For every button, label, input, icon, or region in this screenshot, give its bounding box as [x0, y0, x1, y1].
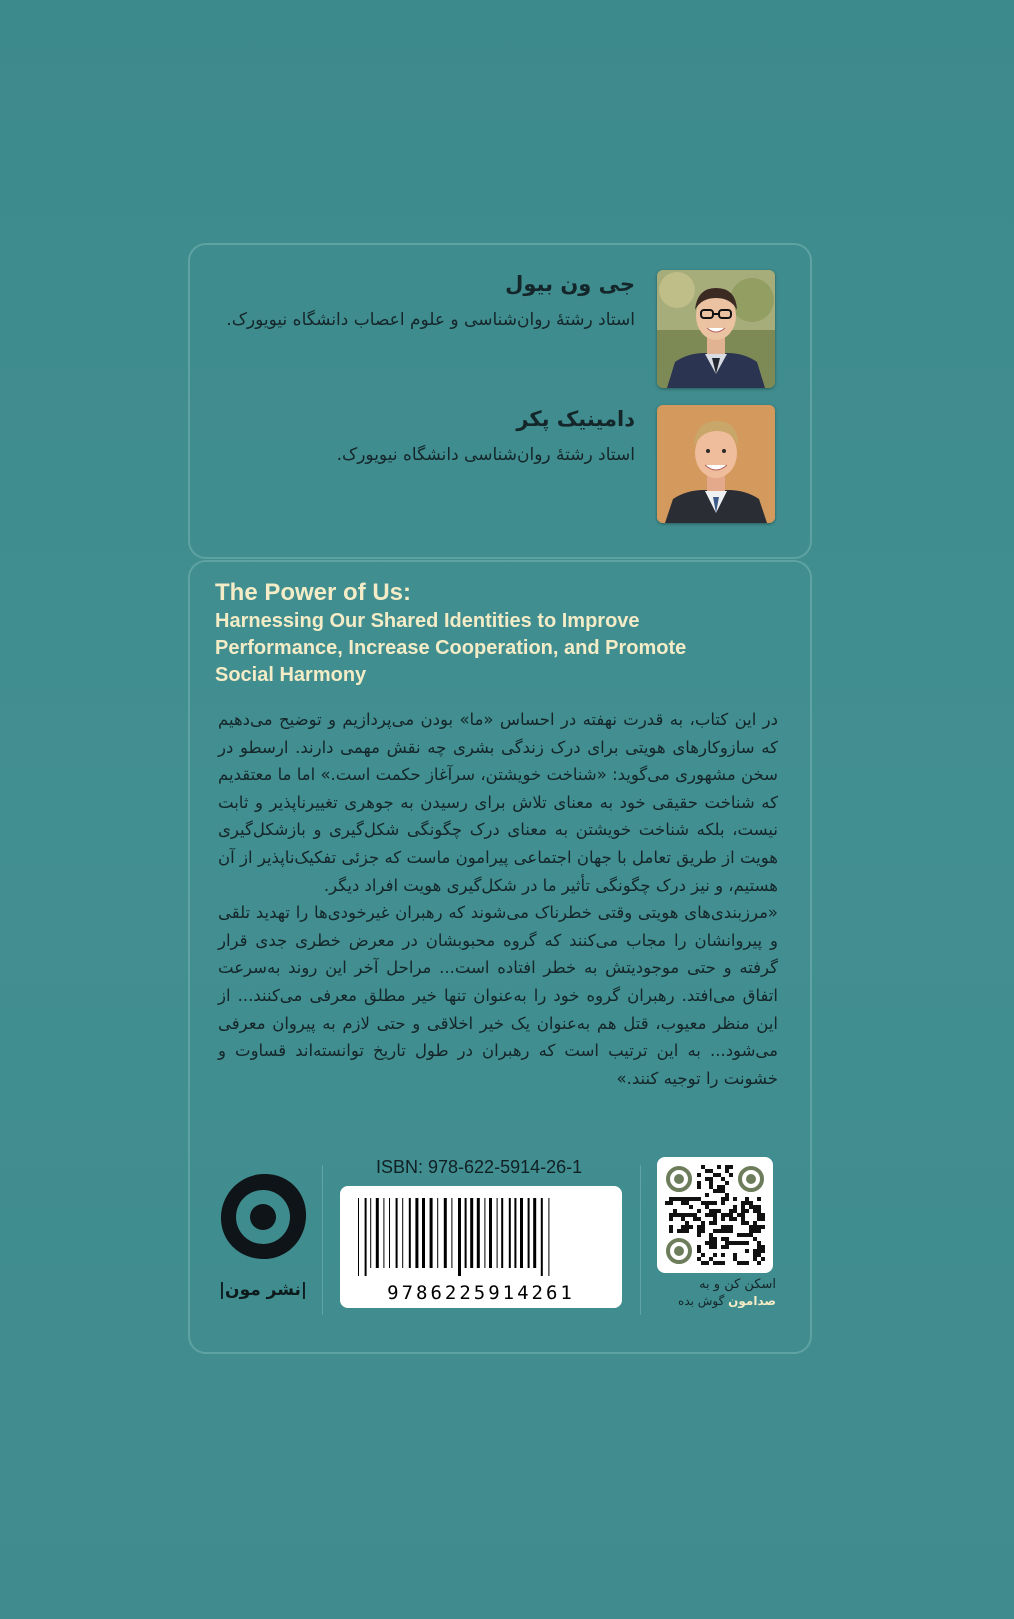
- qr-module: [701, 1229, 705, 1233]
- book-blurb: [218, 706, 778, 1092]
- qr-module: [725, 1169, 729, 1173]
- qr-module: [685, 1229, 689, 1233]
- qr-caption-line1: اسکن کن و به: [699, 1277, 776, 1292]
- qr-module: [669, 1213, 673, 1217]
- qr-module: [721, 1177, 725, 1181]
- qr-module: [733, 1253, 737, 1257]
- qr-module: [713, 1213, 717, 1217]
- qr-module: [709, 1237, 713, 1241]
- qr-module: [749, 1225, 753, 1229]
- barcode-bar: [477, 1198, 480, 1268]
- qr-module: [725, 1225, 729, 1229]
- qr-module: [741, 1221, 745, 1225]
- barcode-digits: 9786225914261: [387, 1282, 575, 1304]
- qr-module: [709, 1209, 713, 1213]
- book-subtitle-line: Performance, Increase Cooperation, and Promote: [215, 637, 687, 659]
- barcode-bar: [430, 1198, 433, 1268]
- qr-module: [681, 1229, 685, 1233]
- author-description: استاد رشتهٔ روان‌شناسی و علوم اعصاب دانشگاه نیویورک.: [226, 310, 635, 330]
- qr-module: [741, 1213, 745, 1217]
- qr-module: [713, 1241, 717, 1245]
- book-subtitle-line: Harnessing Our Shared Identities to Improve: [215, 610, 640, 632]
- qr-module: [689, 1205, 693, 1209]
- qr-module: [737, 1233, 741, 1237]
- qr-module: [705, 1193, 709, 1197]
- qr-module: [757, 1209, 761, 1213]
- qr-module: [745, 1261, 749, 1265]
- barcode-bar: [484, 1198, 485, 1268]
- barcode-bar: [437, 1198, 438, 1268]
- blurb-paragraph: در این کتاب، به قدرت نهفته در احساس «ما» بودن می‌پردازیم و توضیح می‌دهیم که سازوکارهای هویتی برای درک زندگی بشری چه نقش مهمی دارند. ارسطو در سخن مشهوری می‌گوید: «شناخت خویشتن، سرآغاز حکمت است.» اما ما معتقدیم که شناخت حقیقی خود به معنای تلاش برای رسیدن به جوهری تغییرناپذیر و ثابت نیست، بلکه شناخت خویشتن به معنای درک چگونگی شکل‌گیری و بازشکل‌گیری هویت از طریق تعامل با جهان اجتماعی پیرامون ماست که جزئی تفکیک‌ناپذیر از آن هستیم، و نیز درک چگونگی تأثیر ما در شکل‌گیری هویت افراد دیگر.: [218, 710, 778, 895]
- qr-module: [709, 1213, 713, 1217]
- qr-module: [741, 1217, 745, 1221]
- qr-module: [713, 1229, 717, 1233]
- qr-module: [733, 1257, 737, 1261]
- qr-module: [665, 1201, 669, 1205]
- qr-module: [721, 1237, 725, 1241]
- qr-module: [717, 1189, 721, 1193]
- qr-module: [745, 1221, 749, 1225]
- qr-module: [745, 1201, 749, 1205]
- qr-module: [721, 1225, 725, 1229]
- isbn-label: ISBN: 978-622-5914-26-1: [376, 1157, 583, 1177]
- qr-module: [697, 1229, 701, 1233]
- qr-module: [713, 1245, 717, 1249]
- qr-module: [681, 1225, 685, 1229]
- qr-module: [749, 1205, 753, 1209]
- barcode-bar: [528, 1198, 530, 1268]
- publisher-name: |نشر مون|: [218, 1280, 308, 1300]
- qr-module: [693, 1197, 697, 1201]
- qr-module: [669, 1225, 673, 1229]
- qr-module: [721, 1217, 725, 1221]
- qr-module: [693, 1217, 697, 1221]
- qr-module: [761, 1257, 765, 1261]
- isbn-barcode: [340, 1186, 622, 1308]
- qr-module: [753, 1253, 757, 1257]
- qr-module: [677, 1213, 681, 1217]
- qr-module: [729, 1213, 733, 1217]
- barcode-bar: [358, 1198, 359, 1276]
- qr-module: [713, 1221, 717, 1225]
- qr-module: [713, 1253, 717, 1257]
- qr-module: [745, 1197, 749, 1201]
- qr-module: [729, 1241, 733, 1245]
- qr-module: [685, 1197, 689, 1201]
- qr-module: [669, 1197, 673, 1201]
- qr-module: [713, 1237, 717, 1241]
- publisher-logo-icon: [216, 1170, 310, 1264]
- qr-module: [757, 1205, 761, 1209]
- qr-module: [733, 1209, 737, 1213]
- barcode-bar: [470, 1198, 473, 1268]
- book-subtitle-line: Social Harmony: [215, 664, 367, 686]
- qr-module: [709, 1185, 713, 1189]
- barcode-bar: [514, 1198, 516, 1268]
- qr-module: [681, 1197, 685, 1201]
- author-photo: [657, 405, 775, 523]
- qr-module: [757, 1213, 761, 1217]
- qr-module: [721, 1197, 725, 1201]
- qr-module: [677, 1197, 681, 1201]
- qr-module: [741, 1241, 745, 1245]
- qr-module: [753, 1225, 757, 1229]
- qr-module: [729, 1225, 733, 1229]
- qr-module: [721, 1185, 725, 1189]
- divider-line: [322, 1165, 323, 1315]
- barcode-bar: [458, 1198, 461, 1276]
- qr-module: [697, 1185, 701, 1189]
- qr-module: [749, 1229, 753, 1233]
- qr-module: [705, 1213, 709, 1217]
- qr-module: [737, 1261, 741, 1265]
- divider-line: [640, 1165, 641, 1315]
- qr-module: [701, 1253, 705, 1257]
- qr-module: [681, 1217, 685, 1221]
- qr-module: [729, 1165, 733, 1169]
- qr-module: [757, 1241, 761, 1245]
- barcode-bar: [396, 1198, 398, 1268]
- barcode-bar: [497, 1198, 498, 1268]
- qr-caption-line2: [648, 1293, 776, 1309]
- qr-module: [709, 1233, 713, 1237]
- qr-module: [725, 1193, 729, 1197]
- qr-module: [721, 1201, 725, 1205]
- qr-module: [717, 1261, 721, 1265]
- barcode-bar: [520, 1198, 523, 1268]
- qr-module: [753, 1249, 757, 1253]
- qr-module: [697, 1245, 701, 1249]
- qr-finder-dot: [746, 1174, 756, 1184]
- qr-module: [761, 1225, 765, 1229]
- qr-module: [673, 1197, 677, 1201]
- qr-module: [713, 1209, 717, 1213]
- qr-module: [713, 1173, 717, 1177]
- qr-module: [685, 1225, 689, 1229]
- qr-caption: [648, 1276, 776, 1309]
- qr-module: [705, 1177, 709, 1181]
- qr-module: [693, 1213, 697, 1217]
- qr-module: [761, 1245, 765, 1249]
- qr-module: [721, 1261, 725, 1265]
- barcode-bar: [501, 1198, 503, 1268]
- qr-module: [749, 1201, 753, 1205]
- author-entry-1: [210, 270, 790, 390]
- qr-module: [673, 1209, 677, 1213]
- qr-finder-dot: [674, 1174, 684, 1184]
- qr-module: [697, 1209, 701, 1213]
- barcode-bar: [451, 1198, 452, 1268]
- qr-module: [757, 1253, 761, 1257]
- qr-module: [709, 1241, 713, 1245]
- qr-module: [705, 1241, 709, 1245]
- qr-module: [749, 1233, 753, 1237]
- qr-module: [685, 1213, 689, 1217]
- qr-module: [709, 1221, 713, 1225]
- author-entry-2: [210, 405, 790, 525]
- qr-caption-rest: گوش بده: [678, 1294, 729, 1308]
- qr-module: [685, 1201, 689, 1205]
- qr-module: [685, 1221, 689, 1225]
- qr-module: [725, 1165, 729, 1169]
- qr-module: [753, 1209, 757, 1213]
- barcode-bar: [415, 1198, 418, 1268]
- qr-module: [725, 1213, 729, 1217]
- qr-module: [697, 1257, 701, 1261]
- qr-module: [701, 1165, 705, 1169]
- qr-module: [717, 1165, 721, 1169]
- qr-module: [745, 1241, 749, 1245]
- barcode-bar: [402, 1198, 403, 1268]
- qr-finder-dot: [674, 1246, 684, 1256]
- qr-module: [669, 1217, 673, 1221]
- barcode-bar: [548, 1198, 549, 1276]
- barcode-bar: [383, 1198, 384, 1268]
- qr-module: [721, 1189, 725, 1193]
- qr-module: [725, 1245, 729, 1249]
- qr-module: [697, 1173, 701, 1177]
- qr-module: [753, 1205, 757, 1209]
- qr-module: [725, 1181, 729, 1185]
- author-name: دامینیک پکر: [516, 407, 635, 431]
- qr-module: [705, 1201, 709, 1205]
- qr-module: [761, 1213, 765, 1217]
- qr-module: [717, 1229, 721, 1233]
- qr-module: [729, 1173, 733, 1177]
- qr-module: [741, 1261, 745, 1265]
- qr-module: [701, 1225, 705, 1229]
- qr-module: [697, 1225, 701, 1229]
- qr-module: [741, 1209, 745, 1213]
- qr-module: [729, 1209, 733, 1213]
- qr-module: [681, 1201, 685, 1205]
- qr-module: [697, 1233, 701, 1237]
- qr-module: [761, 1249, 765, 1253]
- qr-module: [701, 1221, 705, 1225]
- qr-module: [673, 1213, 677, 1217]
- qr-module: [709, 1201, 713, 1205]
- barcode-bar: [409, 1198, 411, 1268]
- qr-module: [725, 1237, 729, 1241]
- qr-module: [729, 1229, 733, 1233]
- qr-module: [721, 1213, 725, 1217]
- qr-module: [701, 1261, 705, 1265]
- qr-module: [753, 1221, 757, 1225]
- qr-module: [733, 1205, 737, 1209]
- barcode-bar: [509, 1198, 511, 1268]
- barcode-bar: [489, 1198, 492, 1268]
- qr-module: [725, 1241, 729, 1245]
- qr-module: [709, 1257, 713, 1261]
- qr-code[interactable]: [657, 1157, 773, 1273]
- qr-module: [745, 1249, 749, 1253]
- qr-module: [705, 1261, 709, 1265]
- qr-module: [713, 1217, 717, 1221]
- qr-module: [697, 1217, 701, 1221]
- qr-module: [717, 1209, 721, 1213]
- qr-module: [705, 1169, 709, 1173]
- qr-module: [697, 1197, 701, 1201]
- qr-module: [701, 1201, 705, 1205]
- qr-module: [737, 1213, 741, 1217]
- qr-module: [757, 1261, 761, 1265]
- qr-module: [753, 1237, 757, 1241]
- qr-module: [757, 1249, 761, 1253]
- barcode-bar: [533, 1198, 536, 1268]
- qr-module: [757, 1245, 761, 1249]
- blurb-quote-paragraph: «مرزبندی‌های هویتی وقتی خطرناک می‌شوند که رهبران غیرخودی‌ها را تهدید تلقی و پیروانشان را مجاب می‌کنند که گروه محبوبشان در معرض خطری جدی قرار گرفته و حتی موجودیتش به خطر افتاده است... مراحل آخر این روند به‌سرعت اتفاق می‌افتد. رهبران گروه خود را به‌عنوان تنها خیر مطلق معرفی می‌کنند... از این منظر معیوب، قتل هم به‌عنوان یک خیر اخلاقی و حتی لازم به پیروان معرفی می‌شود... به این ترتیب است که رهبران در طول تاریخ توانسته‌اند قساوت و خشونت را توجیه کنند.»: [218, 903, 778, 1088]
- qr-module: [741, 1233, 745, 1237]
- qr-module: [709, 1245, 713, 1249]
- author-photo: [657, 270, 775, 388]
- qr-module: [745, 1233, 749, 1237]
- qr-module: [717, 1173, 721, 1177]
- qr-module: [745, 1209, 749, 1213]
- barcode-bar: [389, 1198, 390, 1268]
- barcode-bar: [541, 1198, 543, 1276]
- qr-module: [709, 1177, 713, 1181]
- qr-module: [725, 1229, 729, 1233]
- qr-module: [681, 1213, 685, 1217]
- book-title: The Power of Us:: [215, 579, 412, 606]
- qr-module: [697, 1249, 701, 1253]
- qr-module: [689, 1213, 693, 1217]
- qr-module: [705, 1205, 709, 1209]
- qr-module: [713, 1189, 717, 1193]
- barcode-bar: [376, 1198, 379, 1268]
- qr-module: [761, 1217, 765, 1221]
- qr-module: [721, 1245, 725, 1249]
- author-description: استاد رشتهٔ روان‌شناسی دانشگاه نیویورک.: [336, 445, 635, 465]
- qr-module: [737, 1241, 741, 1245]
- qr-module: [721, 1253, 725, 1257]
- qr-module: [713, 1261, 717, 1265]
- barcode-bar: [370, 1198, 371, 1268]
- qr-module: [677, 1229, 681, 1233]
- qr-module: [689, 1197, 693, 1201]
- barcode-bar: [365, 1198, 367, 1276]
- qr-module: [753, 1257, 757, 1261]
- barcode-bar: [444, 1198, 447, 1268]
- qr-module: [757, 1217, 761, 1221]
- qr-module: [753, 1229, 757, 1233]
- qr-caption-brand: صدامون: [728, 1294, 776, 1308]
- qr-module: [733, 1217, 737, 1221]
- author-name: جی ون بیول: [505, 272, 635, 296]
- qr-module: [697, 1181, 701, 1185]
- qr-module: [733, 1197, 737, 1201]
- qr-module: [729, 1217, 733, 1221]
- qr-module: [669, 1229, 673, 1233]
- qr-module: [721, 1229, 725, 1233]
- qr-module: [669, 1201, 673, 1205]
- qr-module: [709, 1169, 713, 1173]
- qr-module: [689, 1225, 693, 1229]
- book-english-title: [215, 578, 795, 689]
- qr-module: [713, 1201, 717, 1205]
- qr-module: [725, 1197, 729, 1201]
- qr-module: [709, 1181, 713, 1185]
- qr-module: [741, 1201, 745, 1205]
- barcode-bar: [465, 1198, 467, 1268]
- qr-module: [757, 1197, 761, 1201]
- qr-module: [757, 1229, 761, 1233]
- qr-module: [741, 1205, 745, 1209]
- qr-module: [717, 1185, 721, 1189]
- qr-module: [733, 1241, 737, 1245]
- qr-module: [757, 1225, 761, 1229]
- barcode-bar: [422, 1198, 425, 1268]
